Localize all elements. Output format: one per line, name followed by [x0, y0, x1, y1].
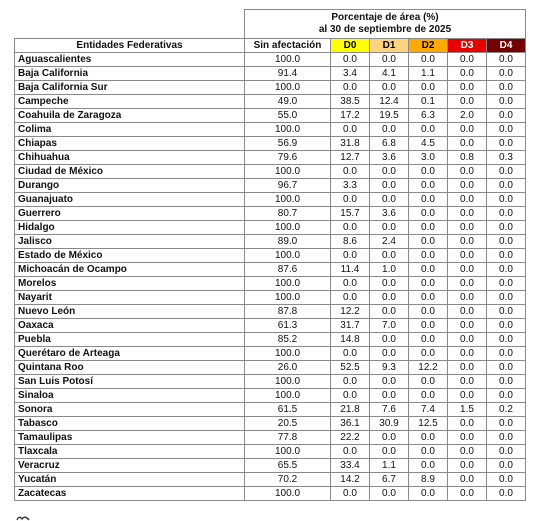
category-value-cell: 0.0 — [331, 221, 370, 235]
category-value-cell: 0.0 — [370, 305, 409, 319]
header-columns-row — [15, 39, 526, 53]
no-affectation-cell: 91.4 — [245, 67, 331, 81]
category-value-cell: 0.0 — [448, 193, 487, 207]
category-value-cell: 31.8 — [331, 137, 370, 151]
category-value-cell: 0.0 — [331, 389, 370, 403]
no-affectation-cell: 85.2 — [245, 333, 331, 347]
entity-name-cell: Yucatán — [15, 473, 245, 487]
entity-name-cell: Chiapas — [15, 137, 245, 151]
category-value-cell: 7.6 — [370, 403, 409, 417]
category-value-cell: 38.5 — [331, 95, 370, 109]
category-value-cell: 3.6 — [370, 207, 409, 221]
no-affectation-cell: 89.0 — [245, 235, 331, 249]
category-value-cell: 0.0 — [370, 81, 409, 95]
category-value-cell: 0.0 — [487, 319, 526, 333]
no-affectation-cell: 49.0 — [245, 95, 331, 109]
no-affectation-cell: 87.6 — [245, 263, 331, 277]
table-row — [15, 263, 526, 277]
table-row — [15, 487, 526, 501]
no-affectation-cell: 100.0 — [245, 389, 331, 403]
category-value-cell: 0.0 — [409, 459, 448, 473]
category-value-cell: 12.5 — [409, 417, 448, 431]
category-value-cell: 0.0 — [448, 431, 487, 445]
category-value-cell: 0.0 — [370, 431, 409, 445]
category-value-cell: 0.0 — [331, 249, 370, 263]
entity-name-cell: Nayarit — [15, 291, 245, 305]
category-value-cell: 3.4 — [331, 67, 370, 81]
category-value-cell: 14.8 — [331, 333, 370, 347]
table-row — [15, 431, 526, 445]
category-value-cell: 0.0 — [487, 487, 526, 501]
drought-table-container — [14, 9, 526, 501]
category-value-cell: 0.0 — [409, 263, 448, 277]
category-value-cell: 1.1 — [409, 67, 448, 81]
category-value-cell: 0.0 — [487, 123, 526, 137]
table-row — [15, 67, 526, 81]
entity-name-cell: Morelos — [15, 277, 245, 291]
header-category-d3: D3 — [448, 39, 487, 53]
header-category-d2: D2 — [409, 39, 448, 53]
table-row — [15, 445, 526, 459]
table-row — [15, 123, 526, 137]
category-value-cell: 0.0 — [409, 291, 448, 305]
category-value-cell: 0.0 — [370, 193, 409, 207]
no-affectation-cell: 61.5 — [245, 403, 331, 417]
entity-name-cell: Baja California — [15, 67, 245, 81]
category-value-cell: 0.0 — [370, 277, 409, 291]
entity-name-cell: Campeche — [15, 95, 245, 109]
table-row — [15, 165, 526, 179]
category-value-cell: 0.0 — [370, 445, 409, 459]
entity-name-cell: Hidalgo — [15, 221, 245, 235]
category-value-cell: 0.0 — [448, 165, 487, 179]
category-value-cell: 17.2 — [331, 109, 370, 123]
no-affectation-cell: 80.7 — [245, 207, 331, 221]
category-value-cell: 0.0 — [448, 81, 487, 95]
no-affectation-cell: 100.0 — [245, 165, 331, 179]
entity-name-cell: Guerrero — [15, 207, 245, 221]
category-value-cell: 0.0 — [448, 473, 487, 487]
category-value-cell: 31.7 — [331, 319, 370, 333]
header-title-line2: al 30 de septiembre de 2025 — [318, 24, 452, 35]
category-value-cell: 0.0 — [487, 207, 526, 221]
entity-name-cell: Chihuahua — [15, 151, 245, 165]
category-value-cell: 0.0 — [448, 53, 487, 67]
header-blank-cell — [15, 10, 245, 39]
category-value-cell: 0.0 — [409, 81, 448, 95]
category-value-cell: 0.0 — [487, 277, 526, 291]
category-value-cell: 0.0 — [487, 375, 526, 389]
logo-fragment-icon — [16, 514, 30, 521]
category-value-cell: 15.7 — [331, 207, 370, 221]
table-row — [15, 193, 526, 207]
table-row — [15, 319, 526, 333]
category-value-cell: 0.0 — [487, 347, 526, 361]
entity-name-cell: Baja California Sur — [15, 81, 245, 95]
no-affectation-cell: 100.0 — [245, 487, 331, 501]
category-value-cell: 4.1 — [370, 67, 409, 81]
category-value-cell: 0.0 — [370, 249, 409, 263]
entity-name-cell: Quintana Roo — [15, 361, 245, 375]
table-row — [15, 137, 526, 151]
drought-area-table — [14, 9, 526, 501]
category-value-cell: 12.4 — [370, 95, 409, 109]
category-value-cell: 0.0 — [409, 235, 448, 249]
category-value-cell: 0.0 — [487, 221, 526, 235]
table-row — [15, 403, 526, 417]
category-value-cell: 0.0 — [331, 165, 370, 179]
category-value-cell: 1.0 — [370, 263, 409, 277]
entity-name-cell: Zacatecas — [15, 487, 245, 501]
category-value-cell: 0.0 — [487, 109, 526, 123]
category-value-cell: 0.0 — [487, 165, 526, 179]
category-value-cell: 0.0 — [409, 207, 448, 221]
category-value-cell: 0.0 — [448, 179, 487, 193]
entity-name-cell: Sonora — [15, 403, 245, 417]
category-value-cell: 0.0 — [448, 319, 487, 333]
category-value-cell: 0.0 — [331, 277, 370, 291]
category-value-cell: 0.0 — [448, 235, 487, 249]
category-value-cell: 36.1 — [331, 417, 370, 431]
no-affectation-cell: 100.0 — [245, 123, 331, 137]
category-value-cell: 7.0 — [370, 319, 409, 333]
category-value-cell: 0.0 — [331, 445, 370, 459]
table-row — [15, 53, 526, 67]
category-value-cell: 0.0 — [487, 361, 526, 375]
no-affectation-cell: 100.0 — [245, 347, 331, 361]
table-row — [15, 151, 526, 165]
category-value-cell: 3.6 — [370, 151, 409, 165]
no-affectation-cell: 61.3 — [245, 319, 331, 333]
table-row — [15, 235, 526, 249]
category-value-cell: 0.0 — [448, 123, 487, 137]
header-no-affectation: Sin afectación — [245, 39, 331, 53]
category-value-cell: 0.0 — [409, 165, 448, 179]
no-affectation-cell: 87.8 — [245, 305, 331, 319]
category-value-cell: 0.0 — [448, 487, 487, 501]
no-affectation-cell: 65.5 — [245, 459, 331, 473]
category-value-cell: 0.0 — [487, 389, 526, 403]
category-value-cell: 11.4 — [331, 263, 370, 277]
entity-name-cell: Ciudad de México — [15, 165, 245, 179]
category-value-cell: 12.7 — [331, 151, 370, 165]
category-value-cell: 0.0 — [448, 305, 487, 319]
category-value-cell: 33.4 — [331, 459, 370, 473]
table-row — [15, 389, 526, 403]
category-value-cell: 0.2 — [487, 403, 526, 417]
category-value-cell: 1.5 — [448, 403, 487, 417]
no-affectation-cell: 100.0 — [245, 53, 331, 67]
category-value-cell: 0.0 — [331, 193, 370, 207]
no-affectation-cell: 100.0 — [245, 375, 331, 389]
table-row — [15, 333, 526, 347]
category-value-cell: 0.0 — [448, 445, 487, 459]
category-value-cell: 0.0 — [409, 445, 448, 459]
entity-name-cell: Guanajuato — [15, 193, 245, 207]
category-value-cell: 0.0 — [409, 305, 448, 319]
category-value-cell: 0.0 — [487, 333, 526, 347]
category-value-cell: 8.6 — [331, 235, 370, 249]
category-value-cell: 7.4 — [409, 403, 448, 417]
category-value-cell: 0.0 — [409, 123, 448, 137]
category-value-cell: 6.3 — [409, 109, 448, 123]
category-value-cell: 2.0 — [448, 109, 487, 123]
category-value-cell: 0.0 — [370, 375, 409, 389]
category-value-cell: 0.0 — [409, 221, 448, 235]
category-value-cell: 4.5 — [409, 137, 448, 151]
entity-name-cell: Nuevo León — [15, 305, 245, 319]
entity-name-cell: Aguascalientes — [15, 53, 245, 67]
category-value-cell: 0.0 — [487, 249, 526, 263]
category-value-cell: 0.0 — [487, 305, 526, 319]
category-value-cell: 30.9 — [370, 417, 409, 431]
category-value-cell: 8.9 — [409, 473, 448, 487]
entity-name-cell: Coahuila de Zaragoza — [15, 109, 245, 123]
category-value-cell: 0.0 — [448, 67, 487, 81]
table-row — [15, 459, 526, 473]
category-value-cell: 0.0 — [370, 347, 409, 361]
category-value-cell: 0.0 — [448, 333, 487, 347]
category-value-cell: 14.2 — [331, 473, 370, 487]
category-value-cell: 0.0 — [370, 123, 409, 137]
category-value-cell: 0.0 — [409, 375, 448, 389]
category-value-cell: 0.0 — [370, 389, 409, 403]
category-value-cell: 0.0 — [487, 235, 526, 249]
no-affectation-cell: 100.0 — [245, 277, 331, 291]
category-value-cell: 0.0 — [331, 375, 370, 389]
category-value-cell: 0.0 — [331, 347, 370, 361]
category-value-cell: 0.0 — [448, 291, 487, 305]
entity-name-cell: Tabasco — [15, 417, 245, 431]
category-value-cell: 0.0 — [487, 445, 526, 459]
entity-name-cell: Tlaxcala — [15, 445, 245, 459]
entity-name-cell: Oaxaca — [15, 319, 245, 333]
category-value-cell: 0.0 — [448, 459, 487, 473]
entity-name-cell: Tamaulipas — [15, 431, 245, 445]
category-value-cell: 0.0 — [487, 67, 526, 81]
category-value-cell: 0.0 — [487, 459, 526, 473]
footer-logo-fragment — [16, 514, 30, 521]
category-value-cell: 0.0 — [487, 473, 526, 487]
category-value-cell: 0.0 — [409, 179, 448, 193]
entity-name-cell: Querétaro de Arteaga — [15, 347, 245, 361]
category-value-cell: 0.0 — [487, 193, 526, 207]
category-value-cell: 0.0 — [448, 277, 487, 291]
category-value-cell: 0.0 — [487, 431, 526, 445]
no-affectation-cell: 55.0 — [245, 109, 331, 123]
no-affectation-cell: 70.2 — [245, 473, 331, 487]
category-value-cell: 0.0 — [487, 263, 526, 277]
category-value-cell: 0.0 — [487, 417, 526, 431]
category-value-cell: 0.1 — [409, 95, 448, 109]
table-row — [15, 277, 526, 291]
category-value-cell: 22.2 — [331, 431, 370, 445]
category-value-cell: 0.0 — [448, 361, 487, 375]
category-value-cell: 0.0 — [409, 193, 448, 207]
table-row — [15, 95, 526, 109]
category-value-cell: 0.0 — [370, 487, 409, 501]
category-value-cell: 0.0 — [448, 95, 487, 109]
category-value-cell: 0.0 — [448, 207, 487, 221]
table-row — [15, 305, 526, 319]
category-value-cell: 0.0 — [487, 291, 526, 305]
category-value-cell: 0.0 — [331, 291, 370, 305]
category-value-cell: 0.0 — [370, 179, 409, 193]
table-row — [15, 473, 526, 487]
entity-name-cell: Sinaloa — [15, 389, 245, 403]
category-value-cell: 12.2 — [409, 361, 448, 375]
header-title-line1: Porcentaje de área (%) — [331, 12, 439, 23]
no-affectation-cell: 56.9 — [245, 137, 331, 151]
category-value-cell: 9.3 — [370, 361, 409, 375]
category-value-cell: 0.0 — [370, 291, 409, 305]
category-value-cell: 0.0 — [448, 249, 487, 263]
no-affectation-cell: 79.6 — [245, 151, 331, 165]
category-value-cell: 0.0 — [448, 263, 487, 277]
category-value-cell: 0.0 — [448, 347, 487, 361]
category-value-cell: 6.7 — [370, 473, 409, 487]
category-value-cell: 12.2 — [331, 305, 370, 319]
header-entities: Entidades Federativas — [15, 39, 245, 53]
category-value-cell: 0.0 — [409, 249, 448, 263]
table-row — [15, 417, 526, 431]
table-row — [15, 291, 526, 305]
category-value-cell: 0.0 — [331, 53, 370, 67]
category-value-cell: 0.0 — [487, 53, 526, 67]
entity-name-cell: San Luis Potosí — [15, 375, 245, 389]
category-value-cell: 0.0 — [409, 319, 448, 333]
header-category-d4: D4 — [487, 39, 526, 53]
header-category-d1: D1 — [370, 39, 409, 53]
no-affectation-cell: 96.7 — [245, 179, 331, 193]
category-value-cell: 52.5 — [331, 361, 370, 375]
entity-name-cell: Puebla — [15, 333, 245, 347]
no-affectation-cell: 100.0 — [245, 221, 331, 235]
header-category-d0: D0 — [331, 39, 370, 53]
category-value-cell: 0.0 — [448, 221, 487, 235]
no-affectation-cell: 100.0 — [245, 249, 331, 263]
category-value-cell: 0.0 — [448, 417, 487, 431]
entity-name-cell: Estado de México — [15, 249, 245, 263]
entity-name-cell: Jalisco — [15, 235, 245, 249]
category-value-cell: 0.0 — [409, 277, 448, 291]
no-affectation-cell: 26.0 — [245, 361, 331, 375]
no-affectation-cell: 100.0 — [245, 291, 331, 305]
table-body — [15, 53, 526, 501]
table-row — [15, 249, 526, 263]
category-value-cell: 0.0 — [409, 389, 448, 403]
category-value-cell: 0.0 — [370, 333, 409, 347]
no-affectation-cell: 77.8 — [245, 431, 331, 445]
entity-name-cell: Michoacán de Ocampo — [15, 263, 245, 277]
category-value-cell: 0.0 — [409, 333, 448, 347]
table-row — [15, 179, 526, 193]
category-value-cell: 3.0 — [409, 151, 448, 165]
table-row — [15, 109, 526, 123]
no-affectation-cell: 100.0 — [245, 81, 331, 95]
table-row — [15, 347, 526, 361]
category-value-cell: 1.1 — [370, 459, 409, 473]
table-row — [15, 375, 526, 389]
category-value-cell: 3.3 — [331, 179, 370, 193]
category-value-cell: 21.8 — [331, 403, 370, 417]
category-value-cell: 0.0 — [370, 221, 409, 235]
category-value-cell: 0.0 — [331, 487, 370, 501]
category-value-cell: 0.8 — [448, 151, 487, 165]
category-value-cell: 0.0 — [448, 389, 487, 403]
no-affectation-cell: 100.0 — [245, 193, 331, 207]
no-affectation-cell: 20.5 — [245, 417, 331, 431]
category-value-cell: 0.0 — [409, 487, 448, 501]
category-value-cell: 0.0 — [370, 165, 409, 179]
category-value-cell: 0.0 — [487, 81, 526, 95]
entity-name-cell: Durango — [15, 179, 245, 193]
category-value-cell: 19.5 — [370, 109, 409, 123]
table-row — [15, 361, 526, 375]
header-percent-area — [245, 10, 526, 39]
category-value-cell: 0.0 — [409, 431, 448, 445]
table-row — [15, 81, 526, 95]
entity-name-cell: Veracruz — [15, 459, 245, 473]
category-value-cell: 0.0 — [331, 123, 370, 137]
no-affectation-cell: 100.0 — [245, 445, 331, 459]
entity-name-cell: Colima — [15, 123, 245, 137]
category-value-cell: 0.3 — [487, 151, 526, 165]
category-value-cell: 2.4 — [370, 235, 409, 249]
category-value-cell: 0.0 — [487, 137, 526, 151]
category-value-cell: 0.0 — [331, 81, 370, 95]
category-value-cell: 0.0 — [448, 137, 487, 151]
table-row — [15, 207, 526, 221]
category-value-cell: 0.0 — [487, 179, 526, 193]
category-value-cell: 6.8 — [370, 137, 409, 151]
category-value-cell: 0.0 — [409, 53, 448, 67]
category-value-cell: 0.0 — [487, 95, 526, 109]
category-value-cell: 0.0 — [409, 347, 448, 361]
table-row — [15, 221, 526, 235]
category-value-cell: 0.0 — [448, 375, 487, 389]
category-value-cell: 0.0 — [370, 53, 409, 67]
